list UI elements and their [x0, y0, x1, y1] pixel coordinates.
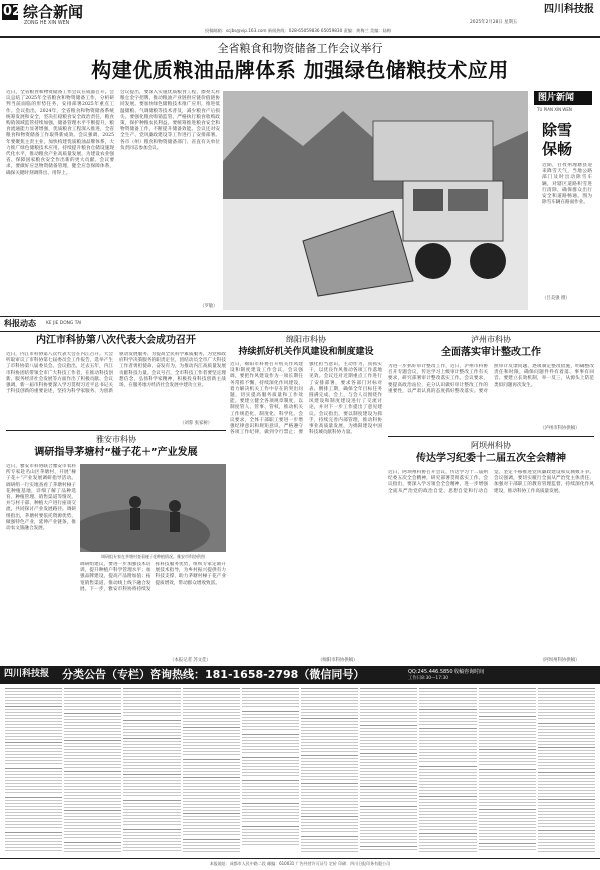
masthead-rule: [0, 36, 600, 38]
classified-ad-block: [5, 832, 62, 852]
section-title-en: ZONG HE XIN WEN: [24, 21, 70, 26]
mianyang-headline: 持续抓好机关作风建设和制度建设: [238, 347, 374, 357]
luzhou-byline: （泸州市科协供稿）: [540, 426, 580, 431]
classified-ad-block: [479, 749, 536, 767]
lead-headline: 构建优质粮油品牌体系 加强绿色储粮技术应用: [91, 58, 509, 82]
picture-news-credit: （吕美强 摄）: [542, 296, 570, 301]
classified-ad-block: [5, 797, 62, 830]
classified-ad-block: [242, 826, 299, 847]
classified-ad-block: [479, 769, 536, 807]
classified-ad-block: [360, 688, 417, 723]
classified-ad-block: [242, 734, 299, 755]
aba-body: 近日，阿坝州科协召开会议，传达学习十二届州纪委五次全会精神，研究部署贯彻落实工作。会议指出，要深入学习领会全会精神，进一步增强全面从严治党的政治自觉、思想自觉和行动自觉，坚定不移推进党风廉政建设和反腐败斗争。会议强调，要切实履行全面从严治党主体责任，加强对干部职工的教育管理监督，持续深化作风建设，推动科协工作高质量发展。: [388, 470, 594, 494]
snow-plow-photo: [223, 91, 528, 310]
classified-ad-block: [419, 796, 476, 831]
band2-label-en: KE JIE DONG TAI: [46, 321, 82, 326]
classified-ad-block: [360, 786, 417, 804]
classified-ad-block: [538, 688, 595, 721]
classified-ad-block: [479, 809, 536, 841]
classified-ad-block: [242, 688, 299, 709]
classified-ad-block: [123, 720, 180, 736]
classified-ad-block: [183, 759, 240, 775]
lead-byline: （罗敏）: [200, 304, 218, 309]
yaan-body-b: 调研组建议，要进一步加强技术培训，提升种植户科学管理水平；加强品牌建设，提高产品附加值；拓宽销售渠道，推动线上线下融合发展。下一步，雅安市科协将持续发挥科技服务优势，组织专家定期开展技术指导，为乡村振兴提供有力科技支撑，助力茅塘村椪子花产业提质增效，带动群众增收致富。: [80, 562, 226, 592]
section-title: 综合新闻: [23, 3, 84, 21]
classified-ad-block: [64, 810, 121, 840]
neijiang-body: 近日，内江市科协第八次代表大会在内江召开。大会听取审议了市科协第七届委员会工作报告，选举产生了市科协第八届委员会。会议指出，过去五年，内江市科协团结带领全市广大科技工作者，在推动科技创新、服务经济社会发展等方面作出了积极贡献。会议强调，新一届市科协要深入学习贯彻习近平总书记关于科技创新的重要论述，坚持为科学家服务、为创新驱动发展服务、为提高全民科学素质服务、为党和政府科学决策服务的职责定位，团结动员全市广大科技工作者勇担使命、奋发有为，为推动内江高质量发展贡献科技力量。会议号召，全市科技工作者要坚定理想信念，弘扬科学家精神，积极投身科技创新主战场，在服务地方经济社会发展中建功立业。: [6, 352, 226, 395]
contact-line: 投稿邮箱：scjbs@vip.163.com 新闻热线：028-65059836 65059830 责编：黄梅兰 美编：陆梅: [205, 28, 391, 33]
classified-qq: QQ:245.446.5850 收稿咨询时间: [408, 669, 485, 675]
classified-ad-block: [183, 777, 240, 811]
classified-ad-block: [538, 799, 595, 828]
classified-ad-block: [538, 723, 595, 745]
neijiang-byline: （刘蓉 张家树）: [180, 421, 213, 426]
classified-ad-block: [5, 706, 62, 740]
classified-ad-block: [183, 688, 240, 725]
luzhou-headline: 全面落实审计整改工作: [441, 347, 541, 358]
lead-body-mid: 会议提出，要深入实施优质粮食工程，擦亮天府粮仓金字招牌，推动粮油产业链供应链价值链协同发展。要加快绿色储粮技术推广应用，推进低温储粮、气调储粮等技术普及，减少粮食产后损失。要强化粮食购销监管，严格执行粮食收购政策，保护种粮农民利益。要统筹推进粮食安全和物资储备工作，不断提升储备效能。会议还对安全生产、党风廉政建设等工作进行了安排部署。各市（州）粮食和物资储备部门、省直有关单位负责同志参加会议。: [120, 90, 220, 151]
classified-ads-grid: [4, 688, 596, 854]
footer-rule: [0, 858, 600, 859]
yaan-body-a: 近日，雅安市科协联合雅安市农科所专家赴名山区茅塘村，开展“椪子花＋”产业发展调研指导活动。调研组一行实地查看了茅塘村椪子花种植基地，详细了解了品种选育、种植管理、销售渠道等情况，并与村干部、种植大户进行座谈交流，共同探讨产业发展路径。调研组指出，茅塘村要依托资源优势，做强特色产业，延伸产业链条，推动农文旅融合发展。: [6, 464, 76, 532]
classified-ad-block: [419, 833, 476, 852]
classified-logo: 四川科技报: [4, 669, 50, 679]
classified-ad-block: [479, 716, 536, 747]
yaan-photo-caption: 调研组专家在茅塘村查看椪子花种植情况。雅安市科协供图: [101, 554, 205, 559]
classified-ad-block: [123, 738, 180, 772]
picture-news-label: 图片新闻: [538, 93, 575, 103]
mianyang-body: 近日，绵阳市科协召开机关作风建设和制度建设工作会议。会议强调，要把作风建设作为一项长期任务常抓不懈，持续深化作风建设，着力解决机关工作中存在的突出问题，切实提高服务质量和工作效能。要建立健全各项规章制度，以制度管人、管事、管权，推动机关工作规范化、制度化、科学化。会议要求，全体干部职工要进一步增强纪律意识和规矩意识，严格遵守各项工作纪律，做到令行禁止；要强化担当意识，主动作为，真抓实干，以优良作风推动各项工作落地见效。会议还对近期重点工作进行了安排部署，要求各部门对标对表、倒排工期，确保全年目标任务圆满完成。会上，与会人员围绕作风建设和制度建设进行了交流讨论，并对下一步工作提出了意见建议。会议指出，要以制度建设为抓手，持续完善内部管理，推动科协事业高质量发展，为绵阳建设中国科技城贡献科协力量。: [230, 362, 382, 436]
yaan-byline: （本报记者 苏文佳）: [170, 658, 211, 663]
classified-title: 分类公告（专栏）咨询热线：181-1658-2798（微信同号）: [62, 668, 365, 681]
classified-ad-block: [5, 742, 62, 766]
classified-ad-block: [419, 766, 476, 794]
classified-ad-block: [301, 718, 358, 753]
band2-rule-top: [0, 316, 600, 317]
classified-ad-block: [419, 709, 476, 726]
classified-ad-block: [419, 728, 476, 764]
page-number: 02: [3, 4, 22, 19]
classified-ad-block: [360, 846, 417, 852]
luzhou-body: 为进一步抓好审计整改工作，近日，泸州市科协召开专题会议，传达学习上级审计整改工作有关要求，研究部署审计整改落实工作。会议要求，要提高政治站位，充分认识做好审计整改工作的重要性，以严肃认真的态度抓好整改落实。要对照审计反馈问题，逐项制定整改措施，明确整改责任和时限，确保问题件件有着落、事事有回音。要建立长效机制，举一反三，从源头上防范类似问题再次发生。: [388, 364, 594, 394]
classified-ad-block: [242, 711, 299, 732]
paper-logo: 四川科技报: [544, 4, 594, 15]
classified-ad-block: [183, 813, 240, 837]
neijiang-headline: 内江市科协第八次代表大会成功召开: [36, 335, 196, 346]
classified-ad-block: [64, 740, 121, 769]
classified-ad-block: [123, 829, 180, 852]
aba-byline: （阿坝州科协供稿）: [540, 658, 580, 663]
masthead: [0, 0, 600, 42]
picture-news-label-en: TU PIAN XIN WEN: [537, 107, 572, 112]
classified-ad-block: [183, 839, 240, 852]
classified-ad-block: [64, 688, 121, 711]
yaan-headline: 调研指导茅塘村“椪子花＋”产业发展: [34, 447, 198, 458]
classified-ad-block: [301, 755, 358, 781]
field-illustration: [80, 464, 226, 552]
classified-ad-block: [64, 842, 121, 852]
classified-ad-block: [538, 772, 595, 797]
picture-news-caption: 近期，甘孜州理塘县迎来降雪天气，当地公路部门及时出动除雪车辆，对辖区道路积雪进行清除，确保群众出行安全和道路畅通。图为除雪车辆在路面作业。: [542, 163, 592, 206]
classified-ad-block: [123, 800, 180, 827]
classified-ad-block: [301, 688, 358, 716]
classified-ad-block: [479, 688, 536, 714]
aba-headline: 传达学习纪委十二届五次全会精神: [416, 453, 566, 464]
classified-ad-block: [538, 747, 595, 770]
band2-logo: 科报动态: [4, 319, 36, 328]
classified-ad-block: [360, 806, 417, 844]
date-line: 2025年2月28日 星期五: [470, 20, 518, 25]
classified-ad-block: [123, 688, 180, 718]
classified-ad-block: [242, 780, 299, 801]
mianyang-kicker: 绵阳市科协: [286, 335, 326, 344]
classified-ad-block: [5, 768, 62, 795]
aba-kicker: 阿坝州科协: [471, 441, 511, 450]
classified-ad-block: [419, 688, 476, 707]
classified-note: 工作日8:30—17:30: [408, 676, 449, 681]
classified-ad-block: [538, 830, 595, 852]
classified-ad-block: [360, 725, 417, 751]
footer-text: 本报地址：成都市人民中路二段 邮编：610031 广告经营许可证号 定价 印刷：四川日报印务有限公司: [209, 861, 391, 866]
classified-ad-block: [301, 836, 358, 852]
classified-ad-block: [64, 713, 121, 738]
lead-kicker: 全省粮食和物资储备工作会议举行: [217, 42, 383, 55]
snow-plow-illustration: [223, 91, 528, 310]
classified-ad-block: [183, 727, 240, 757]
yaan-rule: [6, 430, 226, 431]
yaan-kicker: 雅安市科协: [96, 435, 136, 444]
picture-news-panel: [528, 91, 596, 310]
classified-ad-block: [242, 803, 299, 824]
classified-ad-block: [301, 783, 358, 814]
classified-ad-block: [242, 757, 299, 778]
classified-ad-block: [479, 843, 536, 852]
aba-rule: [388, 436, 594, 437]
luzhou-kicker: 泸州市科协: [471, 335, 511, 344]
mianyang-byline: （绵阳市科协供稿）: [318, 658, 358, 663]
classified-ad-block: [123, 774, 180, 798]
classified-ad-block: [64, 771, 121, 808]
classified-ad-block: [5, 688, 62, 704]
classified-ad-block: [360, 753, 417, 784]
classified-ad-block: [301, 816, 358, 834]
lead-body-left: 近日，全省粮食和物资储备工作会议在成都召开。会议总结了2025年全省粮食和物资储备工作，分析研判当前面临的形势任务，安排部署2025年重点工作。会议指出，2024年，全省粮食和物资储备系统统筹发展和安全，坚决扛稳粮食安全政治责任，粮食购销领域监管持续加强，储备管理水平不断提升，粮食流通能力显著增强，优质粮食工程深入推进，全省粮食和物资储备工作取得新成效。会议强调，2025年要聚焦主责主业，加快构建优质粮油品牌体系，大力推广绿色储粮技术应用，持续提升粮食仓储设施现代化水平，推动粮食产业高质量发展，为建设农业强省、保障国家粮食安全作出新的更大贡献。会议要求，要做好应急物资储备管理，健全应急保障体系，确保关键时刻调得出、用得上。: [6, 90, 114, 176]
yaan-photo: [80, 464, 226, 552]
band2-rule-bottom: [0, 331, 600, 332]
picture-news-title: 除雪保畅: [542, 121, 573, 158]
